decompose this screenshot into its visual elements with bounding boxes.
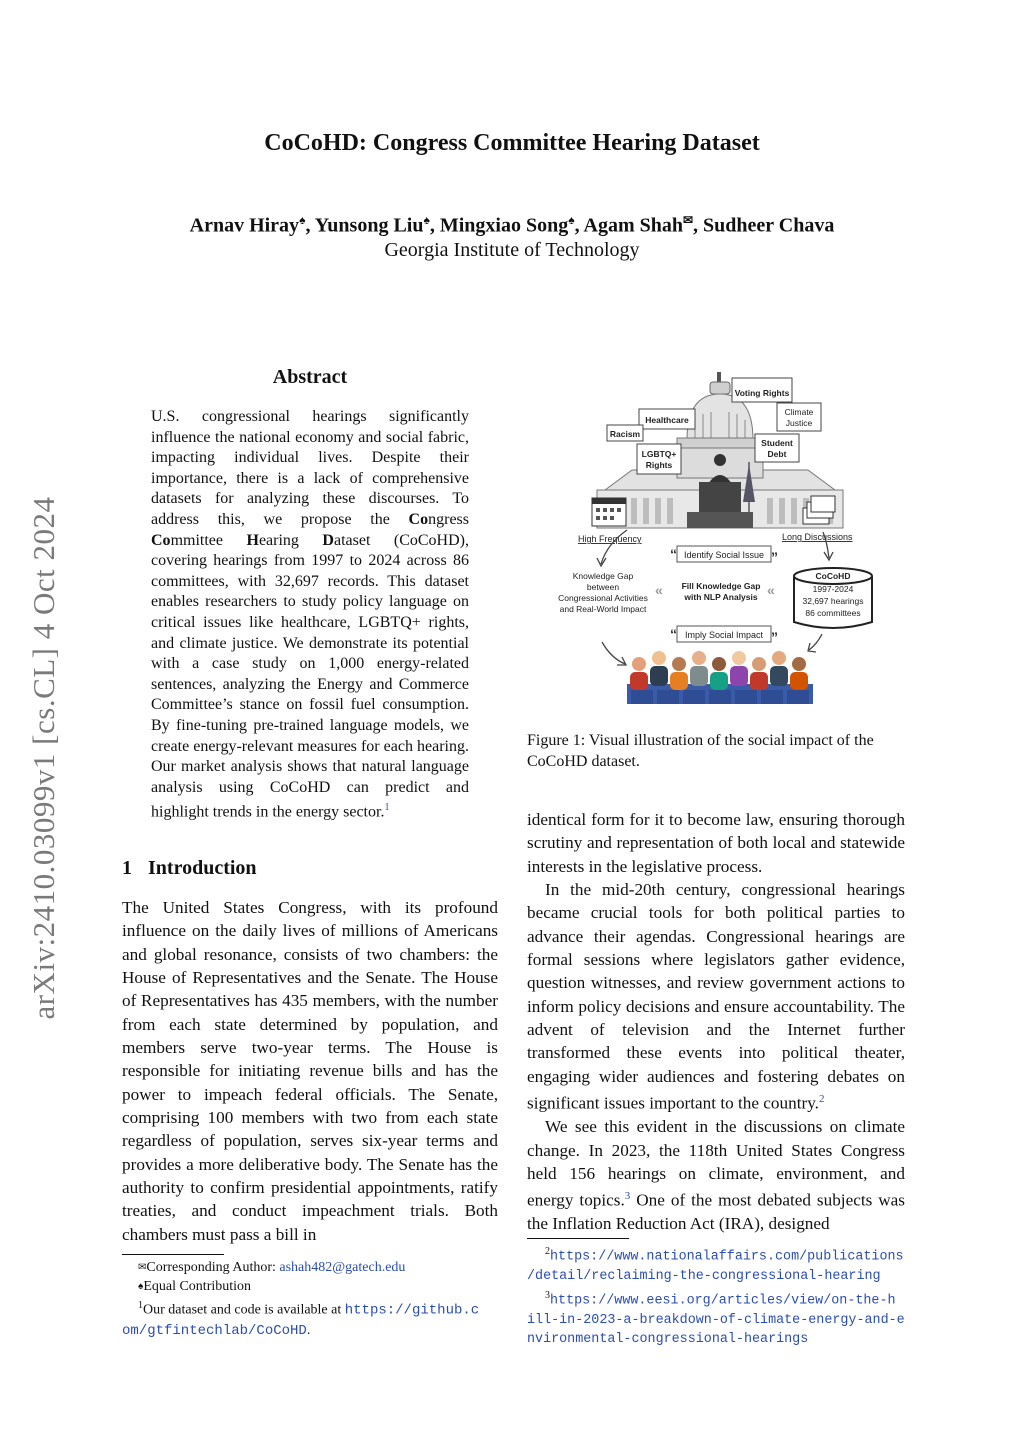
paragraph: identical form for it to become law, ensuring thorough scrutiny and representation of both local and statewide interests in the legislative process. xyxy=(527,810,905,876)
author-name: Sudheer Chava xyxy=(703,214,835,237)
arxiv-sidebar xyxy=(22,468,66,1048)
author-name: Agam Shah xyxy=(583,214,683,237)
figure-1 xyxy=(527,372,905,707)
tag-rights: Rights xyxy=(645,460,673,470)
acronym-letter: Co xyxy=(408,510,429,528)
github-link[interactable]: om/gtfintechlab/CoCoHD xyxy=(122,1322,307,1339)
footnote-text: Corresponding Author: xyxy=(146,1260,280,1275)
abstract-text: ngress xyxy=(428,510,469,528)
footnotes-right xyxy=(527,1242,907,1349)
author-name: Mingxiao Song xyxy=(439,214,569,237)
tag-lgbtq: LGBTQ+ xyxy=(641,449,677,459)
tag-racism: Racism xyxy=(609,429,641,439)
acronym-letter: Co xyxy=(151,531,171,549)
footnote-number: 1 xyxy=(138,1300,143,1311)
abstract-body xyxy=(151,407,469,823)
tag-healthcare: Healthcare xyxy=(645,415,689,425)
footnote-text: Our dataset and code is available at xyxy=(143,1302,345,1318)
figure-caption: Figure 1: Visual illustration of the social impact of the CoCoHD dataset. xyxy=(527,732,874,770)
arxiv-identifier: arXiv:2410.03099v1 [cs.CL] 4 Oct 2024 xyxy=(26,496,61,1020)
svg-text:”: ” xyxy=(771,629,778,645)
abstract-heading: Abstract xyxy=(272,366,348,388)
identify-social-issue: Identify Social Issue xyxy=(683,550,765,560)
footnote-rule xyxy=(527,1238,629,1239)
db-years: 1997-2024 xyxy=(812,584,854,594)
social-impact-illustration xyxy=(527,372,905,707)
tag-justice: Justice xyxy=(785,418,813,428)
footnote-2-cont xyxy=(527,1266,907,1286)
svg-text:«: « xyxy=(767,582,775,598)
label-high-frequency: High Frequency xyxy=(578,534,642,544)
gap-line: Knowledge Gap xyxy=(572,571,634,581)
footnote-url[interactable]: nvironmental-congressional-hearings xyxy=(527,1332,809,1348)
intro-column-right xyxy=(527,808,905,1236)
gap-line: between xyxy=(586,582,620,592)
author-list: Arnav Hiray♠, Yunsong Liu♠, Mingxiao Song♠, Agam Shah✉, Sudheer Chava xyxy=(189,213,835,237)
db-committees: 86 committees xyxy=(805,608,861,618)
svg-text:«: « xyxy=(655,582,663,598)
email-link[interactable]: ashah482@gatech.edu xyxy=(279,1260,406,1275)
acronym-letter: H xyxy=(246,531,259,549)
calendar-icon xyxy=(592,498,626,526)
fill-knowledge-gap: with NLP Analysis xyxy=(684,592,758,602)
imply-social-impact: Imply Social Impact xyxy=(684,630,764,640)
footnote-rule xyxy=(122,1254,224,1255)
paper-title: CoCoHD: Congress Committee Hearing Dataset xyxy=(264,130,760,156)
tag-student: Student xyxy=(761,438,793,448)
footnote-equal xyxy=(122,1277,502,1296)
abstract-text: U.S. congressional hearings significantly influence the national economy and social fabric, impacting individual lives. Despite their importance, there is a lack of comprehensive datasets for analyzing these discourses. To address this, we propose the xyxy=(151,408,469,528)
db-hearings: 32,697 hearings xyxy=(802,596,864,606)
paragraph xyxy=(527,878,905,1115)
footnote-corresponding xyxy=(122,1258,502,1277)
abstract-text: ataset (CoCoHD), covering hearings from 1997 to 2024 across 86 committees, with 32,697 records. This dataset enables researchers to study policy language on critical issues like healthcare, LGBTQ+ rights, and climate justice. We demonstrate its potential with a case study on 1,000 energy-related sentences, analyzing the Energy and Commerce Committee’s stance on fossil fuel consumption. By fine-tuning pre-trained language models, we create energy-relevant measures for each hearing. Our market analysis shows that natural language analysis using CoCoHD can predict and highlight trends in the energy sector. xyxy=(151,531,469,821)
footnote-ref-1[interactable]: 1 xyxy=(384,802,390,814)
footnote-number: 2 xyxy=(545,1246,550,1257)
fill-knowledge-gap: Fill Knowledge Gap xyxy=(681,581,761,591)
affiliation: Georgia Institute of Technology xyxy=(384,239,640,261)
tag-climate: Climate xyxy=(784,407,814,417)
footnotes-left xyxy=(122,1258,502,1341)
author-name: Arnav Hiray xyxy=(189,214,300,237)
audience-illustration xyxy=(627,651,813,704)
paragraph: The United States Congress, with its profound influence on the daily lives of millions of Americans and global resonance, consists of two chambers: the House of Representatives and the Senate. The House of Representatives has 435 members, with the number from each state determined by population, and members serve two-year terms. The House is responsible for initiating revenue bills and has the power to impeach federal officials. The Senate, comprising 100 members with two from each state regardless of population, serves six-year terms and provides a more deliberative body. The Senate has the authority to confirm presidential appointments, ratify treaties, and conduct impeachment trials. Both chambers must pass a bill in xyxy=(122,898,498,1244)
svg-text:”: ” xyxy=(771,549,778,565)
footnote-number: 3 xyxy=(545,1289,550,1301)
tag-voting-rights: Voting Rights xyxy=(734,388,790,398)
capitol-illustration xyxy=(597,372,843,528)
paragraph-text: One of the most debated subjects was the Inflation Reduction Act (IRA), designed xyxy=(527,1190,905,1234)
footnote-3-cont xyxy=(527,1310,907,1330)
footnote-url[interactable]: /detail/reclaiming-the-congressional-hearing xyxy=(527,1269,881,1285)
mail-icon: ✉ xyxy=(138,1262,147,1273)
svg-text:“: “ xyxy=(670,626,677,642)
footnote-url[interactable]: https://www.eesi.org/articles/view/on-the-h xyxy=(550,1293,896,1309)
section-heading xyxy=(122,857,257,880)
spade-icon: ♠ xyxy=(138,1281,144,1292)
author-name: Yunsong Liu xyxy=(314,214,424,237)
corresponding-mark: ✉ xyxy=(682,213,694,227)
gap-line: Congressional Activities xyxy=(558,593,648,603)
footnote-url[interactable]: ill-in-2023-a-breakdown-of-climate-energy-and-e xyxy=(527,1312,905,1328)
footnote-2 xyxy=(527,1242,907,1266)
label-long-discussions: Long Discussions xyxy=(782,532,853,542)
footnote-ref-2[interactable]: 2 xyxy=(818,1093,825,1106)
acronym-letter: D xyxy=(322,531,334,549)
svg-text:“: “ xyxy=(670,546,677,562)
gap-line: and Real-World Impact xyxy=(559,604,647,614)
abstract-text: mmittee xyxy=(170,531,247,549)
footnote-text: . xyxy=(306,1322,311,1338)
paragraph xyxy=(527,1115,905,1235)
abstract-text: earing xyxy=(258,531,323,549)
equal-contribution-mark: ♠ xyxy=(299,213,306,227)
tag-debt: Debt xyxy=(767,449,787,459)
paragraph-text: In the mid-20th century, congressional hearings became crucial tools for both political parties to advance their agendas. Congressional hearings are formal sessions where legislators gather evidence, question witnesses, and review government actions to inform policy decisions and ensure accountability. The advent of television and the Internet further transformed these events into political theater, engaging wider audiences and fostering debates on significant issues important to the country. xyxy=(527,880,905,1113)
paragraph-text: We see this evident in the discussions on climate change. In 2023, the 118th United States Congress held 156 hearings on climate, environment, and energy topics. xyxy=(527,1117,905,1210)
section-number: 1 xyxy=(122,857,132,879)
footnote-url[interactable]: https://www.nationalaffairs.com/publications xyxy=(550,1249,904,1265)
equal-contribution-mark: ♠ xyxy=(568,213,575,227)
footnote-1-cont xyxy=(122,1321,502,1341)
db-title: CoCoHD xyxy=(815,571,851,581)
footnote-3 xyxy=(527,1286,907,1310)
footnote-3-cont xyxy=(527,1329,907,1349)
equal-contribution-mark: ♠ xyxy=(423,213,430,227)
section-title: Introduction xyxy=(148,857,257,879)
intro-column-left xyxy=(122,896,498,1246)
footnote-ref-3[interactable]: 3 xyxy=(624,1190,631,1203)
footnote-1 xyxy=(122,1296,502,1321)
github-link[interactable]: https://github.c xyxy=(344,1302,480,1319)
footnote-text: Equal Contribution xyxy=(143,1279,252,1294)
